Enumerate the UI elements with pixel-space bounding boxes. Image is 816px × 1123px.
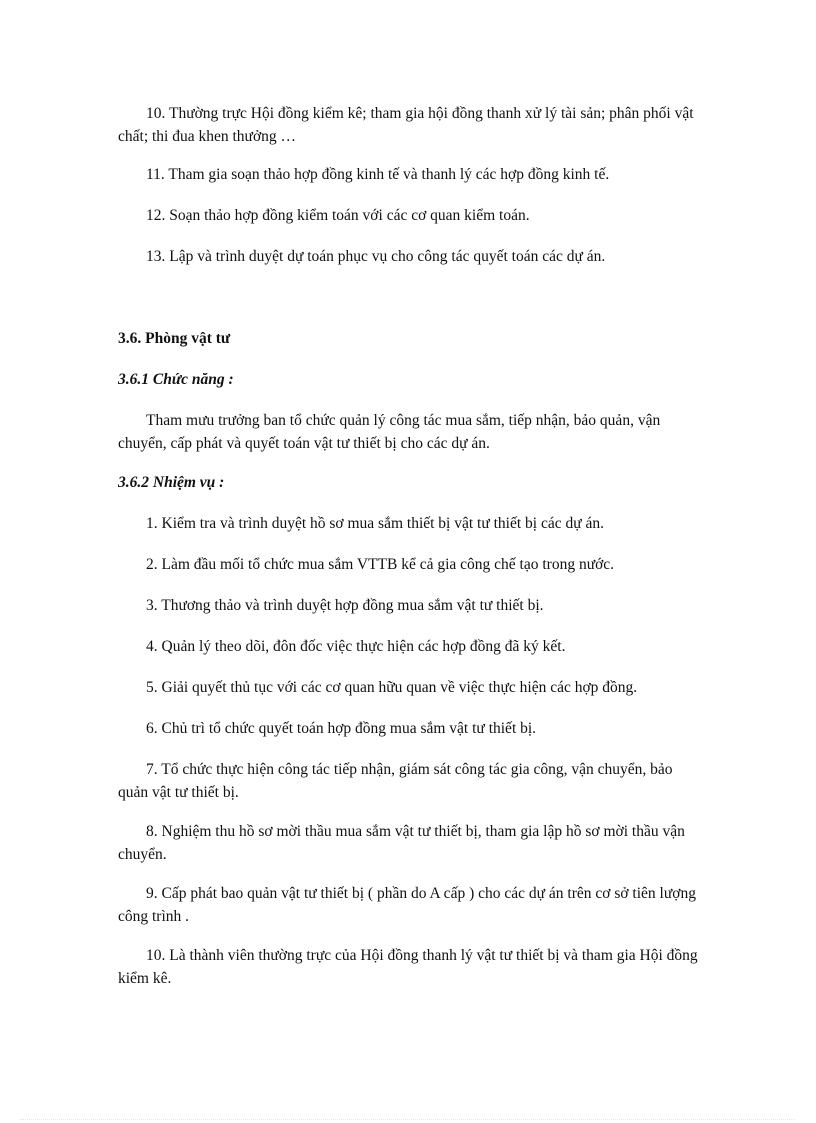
duty-item-3: 3. Thương thảo và trình duyệt hợp đồng mua sắm vật tư thiết bị.: [146, 597, 544, 614]
function-paragraph: Tham mưu trưởng ban tổ chức quản lý công tác mua sắm, tiếp nhận, bảo quản, vận chuyển, cấp phát và quyết toán vật tư thiết bị cho các dự án.: [118, 412, 661, 452]
duty-item-7: 7. Tổ chức thực hiện công tác tiếp nhận, giám sát công tác gia công, vận chuyển, bảo quản vật tư thiết bị.: [118, 761, 673, 801]
upper-item-11: 11. Tham gia soạn thảo hợp đồng kinh tế và thanh lý các hợp đồng kinh tế.: [146, 166, 610, 183]
upper-item-12: 12. Soạn thảo hợp đồng kiểm toán với các cơ quan kiểm toán.: [146, 207, 530, 224]
duty-item-2: 2. Làm đầu mối tổ chức mua sắm VTTB kể cả gia công chế tạo trong nước.: [146, 556, 615, 573]
duty-item-4: 4. Quản lý theo dõi, đôn đốc việc thực hiện các hợp đồng đã ký kết.: [146, 638, 566, 655]
duty-item-9: 9. Cấp phát bao quản vật tư thiết bị ( phần do A cấp ) cho các dự án trên cơ sở tiên lượng công trình .: [118, 885, 696, 925]
page-bottom-border: [20, 1119, 796, 1120]
upper-item-13: 13. Lập và trình duyệt dự toán phục vụ cho công tác quyết toán các dự án.: [146, 248, 606, 265]
duty-item-5: 5. Giải quyết thủ tục với các cơ quan hữu quan về việc thực hiện các hợp đồng.: [146, 679, 638, 696]
duty-item-1: 1. Kiểm tra và trình duyệt hồ sơ mua sắm thiết bị vật tư thiết bị các dự án.: [146, 515, 605, 532]
duty-item-8: 8. Nghiệm thu hồ sơ mời thầu mua sắm vật tư thiết bị, tham gia lập hồ sơ mời thầu vận chuyển.: [118, 823, 685, 863]
upper-item-10: 10. Thường trực Hội đồng kiểm kê; tham gia hội đồng thanh xử lý tài sản; phân phối vật chất; thi đua khen thưởng …: [118, 105, 694, 145]
duties-heading: 3.6.2 Nhiệm vụ :: [118, 474, 225, 491]
function-heading: 3.6.1 Chức năng :: [118, 371, 234, 388]
section-heading: 3.6. Phòng vật tư: [118, 330, 231, 347]
duty-item-6: 6. Chủ trì tổ chức quyết toán hợp đồng mua sắm vật tư thiết bị.: [146, 720, 537, 737]
duty-item-10: 10. Là thành viên thường trực của Hội đồng thanh lý vật tư thiết bị và tham gia Hội đồng kiểm kê.: [118, 947, 698, 987]
